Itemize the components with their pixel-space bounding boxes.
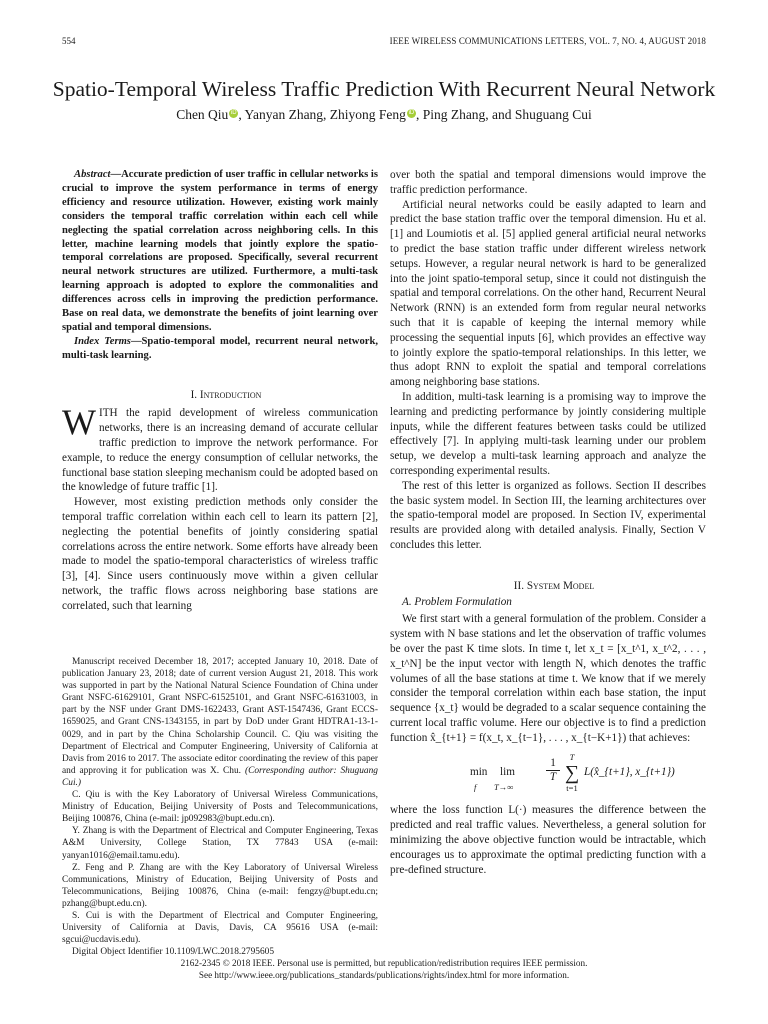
dropcap: W: [62, 402, 96, 443]
eq-lim: lim: [500, 766, 515, 779]
intro-paragraph-3: over both the spatial and temporal dimensions would improve the traffic prediction performance.: [390, 169, 706, 196]
author-list: [0, 106, 768, 124]
section-heading-system-model: [390, 579, 706, 594]
copyright-line-2[interactable]: See http://www.ieee.org/publications_standards/publications/rights/index.html for more information.: [198, 970, 570, 980]
objective-equation: [390, 745, 706, 803]
footnote-affiliation-feng-zhang: Z. Feng and P. Zhang are with the Key Laboratory of Universal Wireless Communications, Ministry of Education, Beijing University of Posts and Telecommunications, Beijing 100876, China (e-mail: fengzy@bupt.edu.cn; pzhang@bupt.edu.cn).: [62, 862, 378, 909]
left-column: [62, 168, 378, 614]
system-model-paragraph-2: where the loss function L(·) measures the difference between the predicted and real traffic values. Nevertheless, a general solution for minimizing the above objective function would be intractable, which encourages us to approximate the optimal predicting function with a pre-defined structure.: [390, 804, 706, 876]
index-terms-text: —Spatio-temporal model, recurrent neural network, multi-task learning.: [62, 335, 378, 361]
eq-fraction: [546, 757, 560, 784]
section-heading-introduction: [62, 388, 378, 403]
index-terms: [62, 335, 378, 363]
eq-sum-top: T: [569, 752, 575, 763]
page-number: 554: [62, 36, 76, 46]
corresponding-author: (Corresponding author: Shuguang Cui.): [62, 765, 378, 788]
eq-sum-bottom: t=1: [566, 783, 578, 794]
eq-sum: [564, 753, 580, 793]
abstract-text: —Accurate prediction of user traffic in cellular networks is crucial to improve the system performance in terms of energy efficiency and resource utilization. However, existing work mainly considers the temporal traffic correlation within each cell while neglecting the spatial correlation across neighboring cells. In this letter, machine learning models that jointly explore the spatio-temporal correlations are proposed. Specifically, several recurrent neural network structures are utilized. Furthermore, a multi-task learning approach is adopted to explore the commonalities and differences across cells in improving the prediction performance. Base on real data, we demonstrate the benefits of joint learning over spatial and temporal dimensions.: [62, 169, 378, 333]
section-number: I.: [190, 388, 200, 401]
copyright-line-1: 2162-2345 © 2018 IEEE. Personal use is permitted, but republication/redistribution requires IEEE permission.: [180, 958, 588, 968]
footnote-affiliation-zhang: Y. Zhang is with the Department of Electrical and Computer Engineering, Texas A&M University, College Station, TX 77843 USA (e-mail: yanyan1016@email.tamu.edu).: [62, 826, 378, 861]
eq-min-sub: f: [474, 782, 477, 793]
authors-tail: , Ping Zhang, and Shuguang Cui: [415, 107, 592, 122]
eq-lim-sub: T→∞: [494, 782, 514, 793]
right-column: [390, 168, 706, 877]
subsection-heading: A. Problem Formulation: [402, 595, 512, 608]
intro-paragraph-6: The rest of this letter is organized as follows. Section II describes the basic system model. In Section III, the learning architectures over the spatio-temporal model are proposed. In Section IV, experimental results are provided along with detailed analysis. Finally, Section V concludes this letter.: [390, 479, 706, 551]
intro-paragraph-4: Artificial neural networks could be easily adapted to learn and predict the base station traffic over the temporal dimension. Hu et al. [1] and Loumiotis et al. [5] applied general artificial neural networks to predict the base station traffic under different wireless network setups. However, a regular neural network is hard to be generalized into the joint spatio-temporal setup, since it could not distinguish the spatial and temporal correlations. On the other hand, Recurrent Neural Network (RNN) is an extended form from regular neural networks such that it is capable of keeping the internal memory while processing the sequential inputs [6], which provides an effective way to jointly explore the spatio-temporal relationships. In this letter, we thus adopt RNN to exploit the spatial and temporal correlations among neighboring base stations.: [390, 198, 706, 389]
footnote-text: Manuscript received December 18, 2017; accepted January 10, 2018. Date of publication January 23, 2018; date of current version August 21, 2018. This work was supported in part by the National Natural Science Foundation of China under Grant NSFC-61629101, Grant NSFC-61525101, and Grant NSFC-61631003, in part by the NSF under Grant DMS-1622433, Grant AST-1547436, Grant ECCS-1659025, and Grant CNS-1343155, in part by DoD under Grant HDTRA1-13-1-0029, and in part by the China Scholarship Council. C. Qiu was visiting the Department of Electrical and Computer Engineering, University of California at Davis from 2016 to 2017. The associate editor coordinating the review of this paper and approving it for publication was X. Chu.: [62, 657, 378, 776]
abstract-lead: Abstract: [74, 169, 111, 180]
system-model-paragraph-1: We first start with a general formulation of the problem. Consider a system with N base stations and let the observation of traffic volumes be over the past K time slots. In time t, let x_t = [x_t^1, x_t^2, . . . , x_t^N] be the input vector with length N, which denotes the traffic volumes of all the base stations at time t. We know that if we merely consider the temporal correlation within each base station, the input sequence {x_t} would be degraded to a scalar sequence containing the current local traffic volume. Here our objective is to find a prediction function x̂_{t+1} = f(x_t, x_{t−1}, . . . , x_{t−K+1}) that achieves:: [390, 613, 706, 744]
footnotes: [62, 656, 378, 958]
eq-denominator: T: [549, 771, 557, 784]
eq-sum-symbol: ∑: [564, 762, 580, 785]
orcid-icon[interactable]: iD: [230, 109, 237, 116]
orcid-icon[interactable]: iD: [408, 109, 415, 116]
section-title: System Model: [526, 579, 595, 592]
running-head: IEEE WIRELESS COMMUNICATIONS LETTERS, VOL. 7, NO. 4, AUGUST 2018: [389, 36, 706, 46]
eq-min: min: [470, 766, 488, 779]
intro-paragraph-1: [62, 402, 378, 495]
paragraph-text: ITH the rapid development of wireless communication networks, there is an increasing demand of accurate cellular traffic prediction to improve the network performance. For example, to reduce the energy consumption of cellular networks, the functional base station sleeping mechanism could be adopted based on the knowledge of future traffic [1].: [62, 407, 378, 494]
section-number: II.: [513, 579, 527, 592]
section-title: Introduction: [199, 388, 262, 401]
eq-numerator: 1: [546, 757, 560, 771]
authors-middle: , Yanyan Zhang, Zhiyong Feng: [238, 107, 406, 122]
abstract: [62, 168, 378, 335]
author-chen-qiu: Chen Qiu: [176, 107, 229, 122]
footnote-affiliation-qiu: C. Qiu is with the Key Laboratory of Universal Wireless Communications, Ministry of Education, Beijing University of Posts and Telecommunications, Beijing 100876, China (e-mail: jp092983@bupt.edu.cn).: [62, 790, 378, 825]
footnote-manuscript: [62, 656, 378, 789]
copyright-notice: [0, 957, 768, 981]
index-terms-lead: Index Terms: [74, 335, 131, 347]
paper-title: Spatio-Temporal Wireless Traffic Prediction With Recurrent Neural Network: [52, 77, 716, 101]
intro-paragraph-5: In addition, multi-task learning is a promising way to improve the learning and predicting performance by jointly considering multiple inputs, while the different features between tasks could be utilized effectively [7]. In applying multi-task learning under our problem setup, we develop a multi-task learning approach and analyze the corresponding experimental results.: [390, 390, 706, 477]
footnote-affiliation-cui: S. Cui is with the Department of Electrical and Computer Engineering, University of California at Davis, Davis, CA 95616 USA (e-mail: sgcui@ucdavis.edu).: [62, 910, 378, 946]
intro-paragraph-2: However, most existing prediction methods only consider the temporal traffic correlation within each cell to learn its pattern [2], neglecting the potential benefits of jointly considering spatial correlations across the entire network. Some efforts have already been made to model the spatio-temporal characteristics of wireless traffic [3], [4]. Since users continuously move within a given cellular network, the traffic flows across neighboring base stations are correlated, such that learning: [62, 496, 378, 612]
footnote-doi: Digital Object Identifier 10.1109/LWC.2018.2795605: [72, 947, 275, 958]
eq-body: L(x̂_{t+1}, x_{t+1}): [584, 766, 675, 779]
